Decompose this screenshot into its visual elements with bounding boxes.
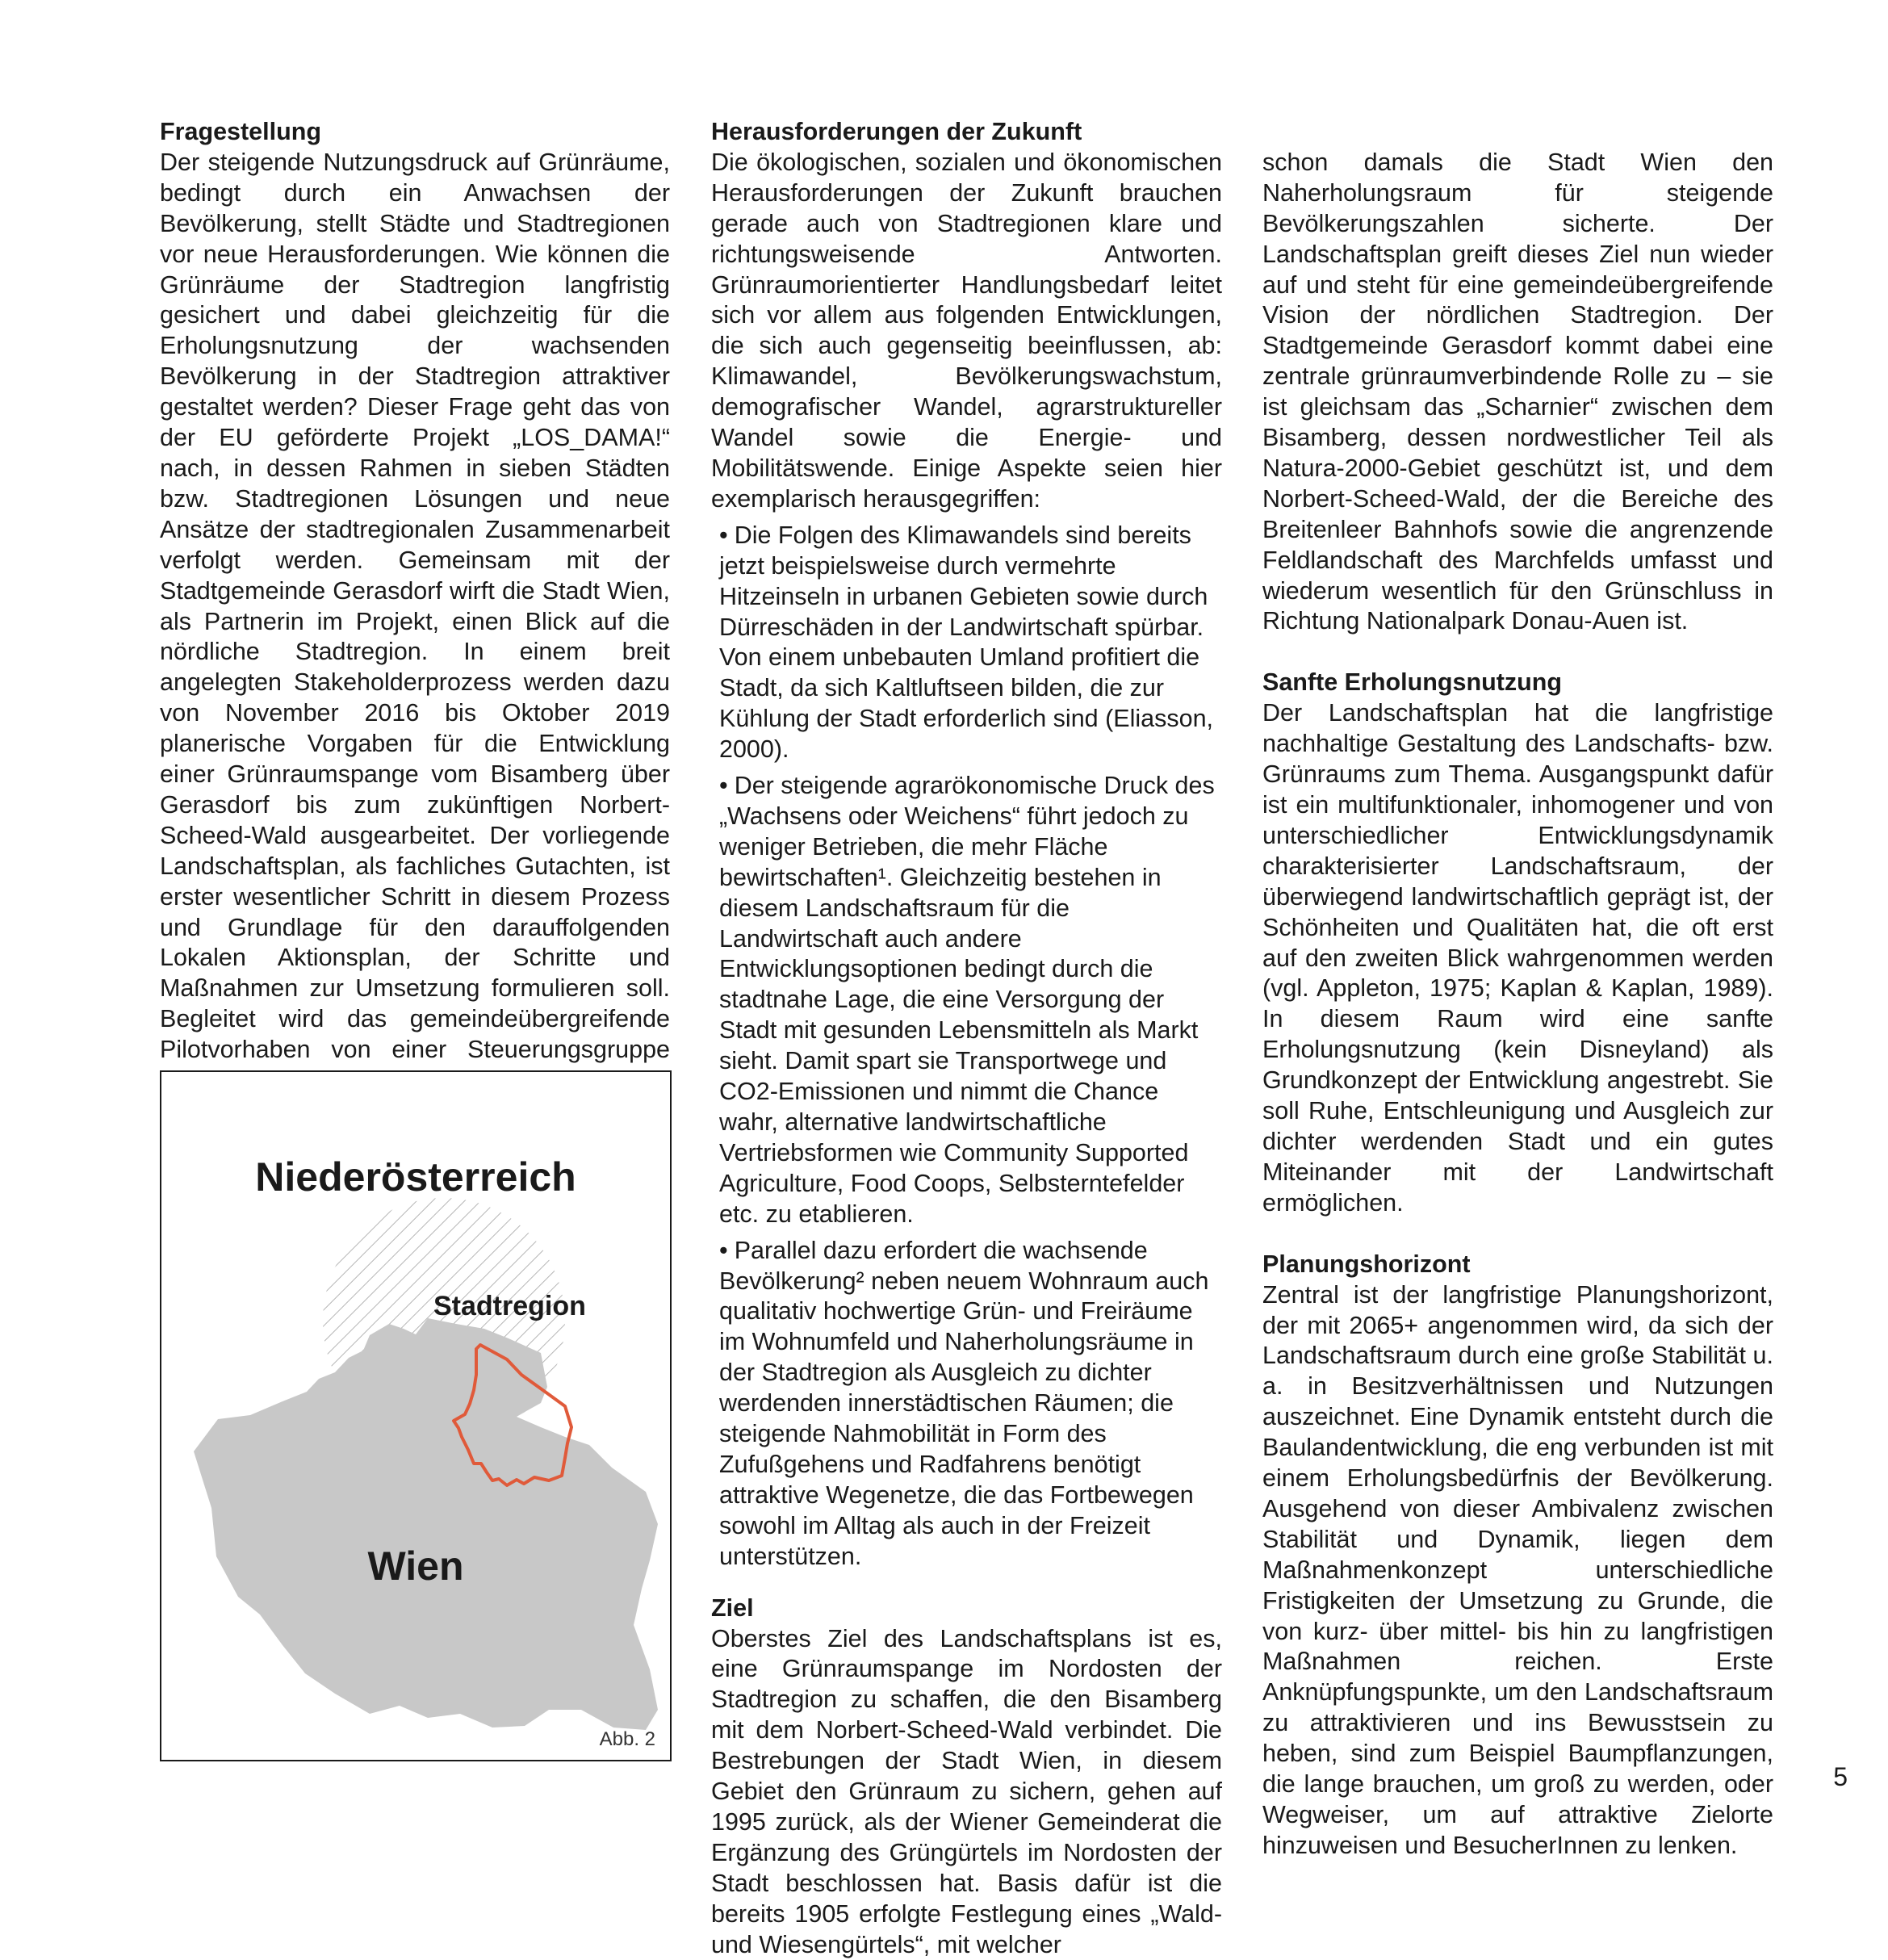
label-stadtregion: Stadtregion bbox=[433, 1290, 586, 1322]
heading-herausforderungen: Herausforderungen der Zukunft bbox=[711, 117, 1222, 148]
bullet-icon: • bbox=[719, 521, 728, 549]
bullet-icon: • bbox=[719, 772, 728, 799]
paragraph-fragestellung: Der steigende Nutzungsdruck auf Grünräume, bedingt durch ein Anwachsen der Bevölkerung, stellt Städte und Stadtregionen vor neue Herausforderungen. Wie können die Grünräume der Stadtregion langfristig gesichert und dabei gleichzeitig für die Erholungsnutzung der wachsenden Bevölkerung in der Stadtregion attraktiver gestaltet werden? Dieser Frage geht das von der EU geförderte Projekt „LOS_DAMA!“ nach, in dessen Rahmen in sieben Städten bzw. Stadtregionen Lösungen und neue Ansätze der stadtregionalen Zusammenarbeit verfolgt werden. Gemeinsam mit der Stadtgemeinde Gerasdorf wirft die Stadt Wien, als Partnerin im Projekt, einen Blick auf die nördliche Stadtregion. In einem breit angelegten Stakeholderprozess werden dazu von November 2016 bis Oktober 2019 planerische Vorgaben für die Entwicklung einer Grünraumspange vom Bisamberg über Gerasdorf bis zum zukünftigen Norbert-Scheed-Wald ausgearbeitet. Der vorliegende Landschaftsplan, als fachliches Gutachten, ist erster wesentlicher Schritt in diesem Prozess und Grundlage für den darauffolgenden Lokalen Aktionsplan, der Schritte und Maßnahmen zur Umsetzung formulieren soll. Begleitet wird das gemeindeübergreifende Pilotvorhaben von einer Steuerungsgruppe bbox=[160, 148, 670, 1096]
paragraph-planungshorizont: Zentral ist der langfristige Planungshorizont, der mit 2065+ angenommen wird, da sich der Landschaftsraum durch eine große Stabilität u. a. in Besitzverhältnissen und Nutzungen auszeichnet. Eine Dynamik entsteht durch die Baulandentwicklung, die eng verbunden ist mit einem Erholungsbedürfnis der Bevölkerung. Ausgehend von dieser Ambivalenz zwischen Stabilität und Dynamik, liegen dem Maßnahmenkonzept unterschiedliche Fristigkeiten der Umsetzung zu Grunde, die von kurz- über mittel- bis hin zu langfristigen Maßnahmen reichen. Erste Anknüpfungspunkte, um den Landschaftsraum zu attraktivieren und ins Bewusstsein zu heben, sind zum Beispiel Baumpflanzungen, die lange brauchen, um groß zu werden, oder Wegweiser, um auf attraktive Zielorte hinzuweisen und BesucherInnen zu lenken. bbox=[1262, 1280, 1773, 1862]
paragraph-sanfte-erholungsnutzung: Der Landschaftsplan hat die langfristige nachhaltige Gestaltung des Landschafts- bzw. Grünraums zum Thema. Ausgangspunkt dafür ist ein multifunktionaler, inhomogener und von unterschiedlicher Entwicklungsdynamik charakterisierter Landschaftsraum, der überwiegend landwirtschaftlich geprägt ist, der Schönheiten und Qualitäten hat, die oft erst auf den zweiten Blick wahrgenommen werden (vgl. Appleton, 1975; Kaplan & Kaplan, 1989). In diesem Raum wird eine sanfte Erholungsnutzung (kein Disneyland) als Grundkonzept der Entwicklung angestrebt. Sie soll Ruhe, Entschleunigung und Ausgleich zur dichter werdenden Stadt und ein gutes Miteinander mit der Landwirtschaft ermöglichen. bbox=[1262, 698, 1773, 1218]
bullet-list bbox=[711, 521, 1222, 1573]
map-figure bbox=[160, 1070, 672, 1761]
column-3 bbox=[1262, 117, 1773, 1862]
heading-planungshorizont: Planungshorizont bbox=[1262, 1250, 1773, 1280]
column-1 bbox=[160, 117, 670, 1096]
list-item: • Der steigende agrarökonomische Druck des „Wachsens oder Weichens“ führt jedoch zu weniger Betrieben, die mehr Fläche bewirtschaften¹. Gleichzeitig bestehen in diesem Landschaftsraum für die Landwirtschaft auch andere Entwicklungsoptionen bedingt durch die stadtnahe Lage, die eine Versorgung der Stadt mit gesunden Lebensmitteln als Markt sieht. Damit spart sie Transportwege und CO2-Emissionen und nimmt die Chance wahr, alternative landwirtschaftliche Vertriebsformen wie Community Supported Agriculture, Food Coops, Selbsterntefelder etc. zu etablieren. bbox=[711, 771, 1222, 1230]
label-wien: Wien bbox=[161, 1542, 670, 1590]
paragraph-ziel: Oberstes Ziel des Landschaftsplans ist es, eine Grünraumspange im Nordosten der Stadtregion zu schaffen, die den Bisamberg mit dem Norbert-Scheed-Wald verbindet. Die Bestrebungen der Stadt Wien, in diesem Gebiet den Grünraum zu sichern, gehen auf 1995 zurück, als der Wiener Gemeinderat die Ergänzung des Grüngürtels im Nordosten der Stadt beschlossen hat. Basis dafür ist die bereits 1905 erfolgte Festlegung eines „Wald- und Wiesengürtels“, mit welcher bbox=[711, 1624, 1222, 1960]
figure-caption: Abb. 2 bbox=[600, 1728, 655, 1752]
list-item: • Die Folgen des Klimawandels sind bereits jetzt beispielsweise durch vermehrte Hitzeinseln in urbanen Gebieten sowie durch Dürreschäden in der Landwirtschaft spürbar. Von einem unbebauten Umland profitiert die Stadt, da sich Kaltluftseen bilden, die zur Kühlung der Stadt erforderlich sind (Eliasson, 2000). bbox=[711, 521, 1222, 765]
bullet-icon: • bbox=[719, 1237, 728, 1264]
heading-fragestellung: Fragestellung bbox=[160, 117, 670, 148]
paragraph-herausforderungen: Die ökologischen, sozialen und ökonomischen Herausforderungen der Zukunft brauchen gerade auch von Stadtregionen klare und richtungsweisende Antworten. Grünraumorientierter Handlungsbedarf leitet sich vor allem aus folgenden Entwicklungen, die sich auch gegenseitig beeinflussen, ab: Klimawandel, Bevölkerungswachstum, demografischer Wandel, agrarstruktureller Wandel sowie die Energie- und Mobilitätswende. Einige Aspekte seien hier exemplarisch herausgegriffen: bbox=[711, 148, 1222, 515]
heading-sanfte-erholungsnutzung: Sanfte Erholungsnutzung bbox=[1262, 668, 1773, 698]
label-niederoesterreich: Niederösterreich bbox=[161, 1153, 670, 1201]
list-item: • Parallel dazu erfordert die wachsende Bevölkerung² neben neuem Wohnraum auch qualitativ hochwertige Grün- und Freiräume im Wohnumfeld und Naherholungsräume in der Stadtregion als Ausgleich zu dichter werdenden innerstädtischen Räumen; die steigende Nahmobilität in Form des Zufußgehens und Radfahrens benötigt attraktive Wegenetze, die das Fortbewegen sowohl im Alltag als auch in der Freizeit unterstützen. bbox=[711, 1236, 1222, 1573]
wien-area bbox=[194, 1318, 658, 1730]
page-number: 5 bbox=[1833, 1761, 1848, 1792]
heading-ziel: Ziel bbox=[711, 1594, 1222, 1624]
column-2 bbox=[711, 117, 1222, 1960]
paragraph-ziel-continued: schon damals die Stadt Wien den Naherholungsraum für steigende Bevölkerungszahlen sicherte. Der Landschaftsplan greift dieses Ziel nun wieder auf und steht für eine gemeindeübergreifende Vision der nördlichen Stadtregion. Der Stadtgemeinde Gerasdorf kommt dabei eine zentrale grünraumverbindende Rolle zu – sie ist gleichsam das „Scharnier“ zwischen dem Bisamberg, dessen nordwestlicher Teil als Natura-2000-Gebiet geschützt ist, und dem Norbert-Scheed-Wald, der die Bereiche des Breitenleer Bahnhofs sowie die angrenzende Feldlandschaft des Marchfelds umfasst und wiederum wesentlich für den Grünschluss in Richtung Nationalpark Donau-Auen ist. bbox=[1262, 148, 1773, 638]
